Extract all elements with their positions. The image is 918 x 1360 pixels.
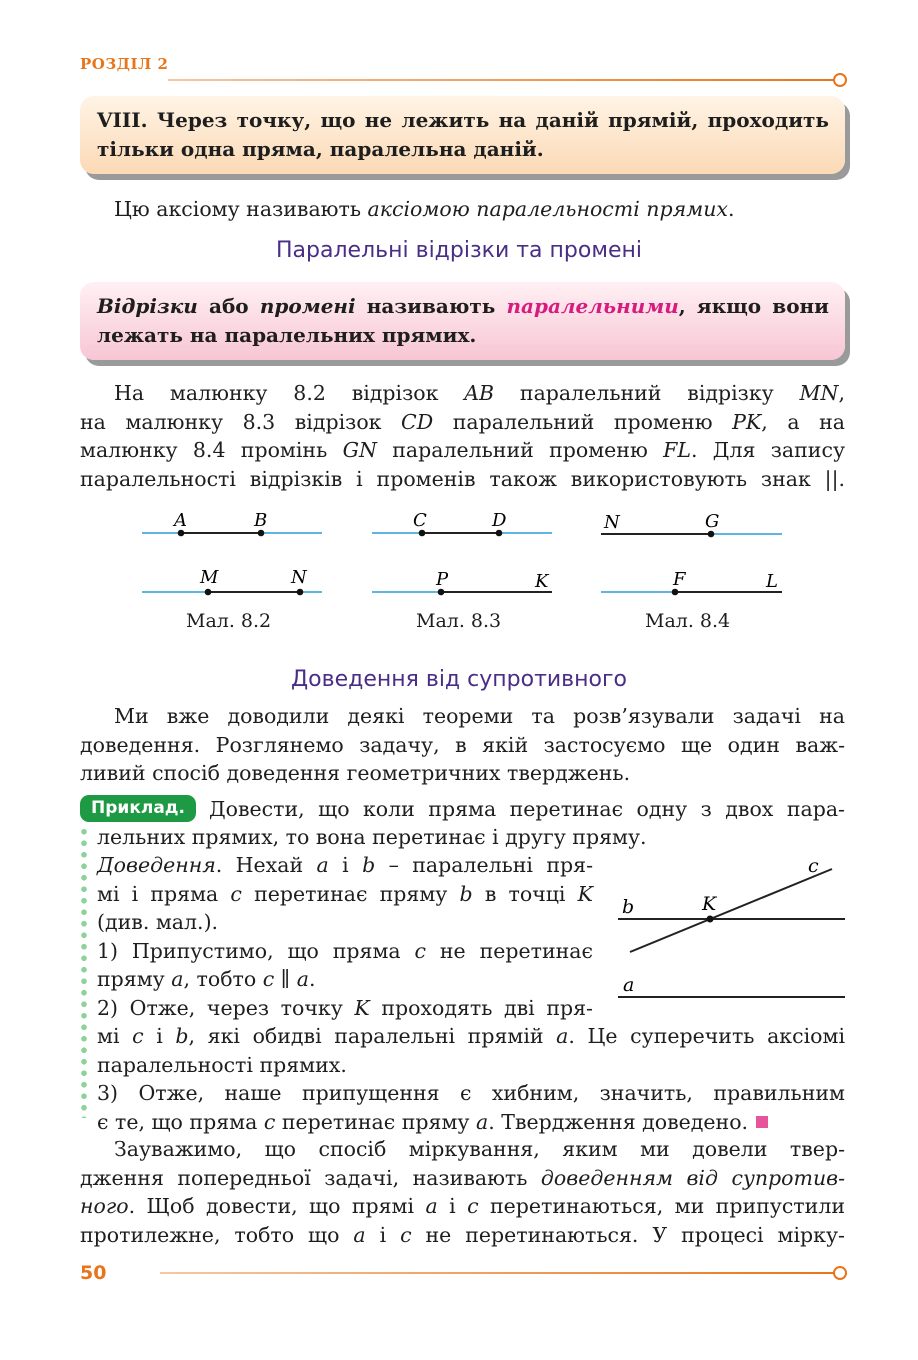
axiom-line: тільки одна пряма, паралельна даній. xyxy=(97,137,544,161)
proof-text xyxy=(97,1022,845,1136)
section-heading: Доведення від супротивного xyxy=(290,667,628,692)
header-rule-end xyxy=(833,73,847,87)
math-var: b xyxy=(362,853,376,877)
text-run: в точці xyxy=(472,881,578,906)
figure-caption: Мал. 8.2 xyxy=(186,610,272,632)
term-italic: аксіомою паралельності прямих xyxy=(367,197,728,221)
section-heading: Паралельні відрізки та промені xyxy=(276,238,642,263)
math-var: c xyxy=(263,1109,276,1134)
label-k: K xyxy=(535,571,549,592)
text-run: на малюнку 8.3 відрізок xyxy=(80,409,402,434)
label-m: M xyxy=(200,567,219,588)
figure-caption: Мал. 8.4 xyxy=(645,610,731,632)
text-run: , xyxy=(838,381,846,405)
axiom-line: VIII. Через точку, що не лежить на даній прямій, проходить xyxy=(97,108,829,132)
text-line: паралельності прямих. xyxy=(97,1052,347,1077)
label-a: a xyxy=(623,974,635,996)
term-italic: Доведення xyxy=(97,853,216,877)
term-italic: ного xyxy=(80,1194,129,1218)
text-run: , які обидві паралельні прямій xyxy=(188,1024,557,1048)
math-var: c xyxy=(414,938,427,963)
point-m xyxy=(205,589,212,596)
paragraph xyxy=(80,702,845,788)
text-run: паралельний променю xyxy=(433,409,733,434)
term-italic: промені xyxy=(259,294,356,318)
math-var: c xyxy=(400,1222,412,1247)
text-line: Довести, що коли пряма перетинає одну з двох пара- xyxy=(209,797,845,821)
paragraph xyxy=(80,1135,845,1249)
term-italic: Відрізки xyxy=(97,294,198,318)
defined-term: паралельними xyxy=(506,294,679,318)
qed-square-icon xyxy=(756,1116,768,1128)
text-run: 1) Припустимо, що пряма xyxy=(97,938,415,963)
label-d: D xyxy=(492,510,507,531)
proof-figure xyxy=(610,855,850,1005)
text-run: дження попередньої задачі, називають xyxy=(80,1165,541,1190)
math-var: K xyxy=(354,995,370,1020)
footer-rule xyxy=(160,1272,836,1274)
proof-text xyxy=(97,851,593,1022)
page-number: 50 xyxy=(80,1262,107,1284)
line-c xyxy=(630,869,832,952)
label-b: b xyxy=(622,896,635,918)
text-line: ливий спосіб доведення геометричних тверджень. xyxy=(80,761,631,785)
math-var: PK xyxy=(732,409,762,434)
label-c: C xyxy=(413,510,427,531)
section-label: РОЗДІЛ 2 xyxy=(80,55,169,73)
text-run: і xyxy=(437,1194,468,1218)
point-n xyxy=(297,589,304,596)
math-var: b xyxy=(459,881,473,906)
text-run: паралельний променю xyxy=(376,438,664,462)
text-run: На малюнку 8.2 відрізок xyxy=(114,381,465,405)
text-run: . Твердження доведено. xyxy=(488,1109,749,1134)
text-run: . Нехай xyxy=(215,853,317,877)
text-run: пряму xyxy=(97,967,172,991)
label-b: B xyxy=(254,510,268,531)
text-run: перетинає пряму xyxy=(241,881,460,906)
label-n: N xyxy=(291,567,307,588)
text-run: перетинаються, ми припустили xyxy=(478,1194,846,1218)
text-line: Ми вже доводили деякі теореми та розв’язували задачі на xyxy=(114,704,845,728)
text-run: перетинає пряму xyxy=(275,1109,477,1134)
text-run: є те, що пряма xyxy=(97,1109,264,1134)
math-var: GN xyxy=(342,438,377,462)
term-italic: доведенням від супротив- xyxy=(540,1165,846,1190)
text-run: ∥ xyxy=(274,967,297,991)
header-rule xyxy=(168,79,836,81)
math-var: c xyxy=(132,1024,144,1048)
example-badge: Приклад. xyxy=(80,795,196,822)
text-run: і xyxy=(365,1222,401,1247)
example-statement xyxy=(97,823,845,852)
definition-box xyxy=(80,282,845,360)
text-line: лельних прямих, то вона перетинає і другу пряму. xyxy=(97,825,647,849)
text-run: і xyxy=(143,1024,176,1048)
label-n-ray: N xyxy=(604,512,620,533)
text-run: . Щоб довести, що прямі xyxy=(128,1194,426,1218)
label-l: L xyxy=(766,571,778,592)
label-a: A xyxy=(174,510,187,531)
text-line: доведення. Розглянемо задачу, в якій застосуємо ще один важ- xyxy=(80,732,845,757)
text-line: Зауважимо, що спосіб міркування, яким ми довели твер- xyxy=(114,1137,845,1161)
math-var: a xyxy=(296,967,309,991)
axiom-note xyxy=(80,195,845,224)
text-run: . Для запису xyxy=(690,438,846,462)
math-var: c xyxy=(262,967,275,991)
axiom-box xyxy=(80,96,845,174)
text-run: мі і пряма xyxy=(97,881,231,906)
math-var: a xyxy=(316,853,329,877)
math-var: b xyxy=(175,1024,189,1048)
text-run: . xyxy=(308,967,316,991)
label-k: K xyxy=(702,893,717,915)
math-var: CD xyxy=(401,409,434,434)
math-var: MN xyxy=(799,381,839,405)
text-run: , тобто xyxy=(183,967,263,991)
text-run: . Це суперечить аксіомі xyxy=(568,1024,846,1048)
text-run: мі xyxy=(97,1024,133,1048)
label-f: F xyxy=(673,569,686,590)
text-run: , якщо вони xyxy=(678,294,829,318)
figure-caption: Мал. 8.3 xyxy=(416,610,502,632)
text-run: паралельний відрізку xyxy=(494,381,800,405)
math-var: K xyxy=(577,881,593,906)
label-p: P xyxy=(436,569,449,590)
label-g: G xyxy=(705,511,720,532)
paragraph xyxy=(80,379,845,493)
text-line: 3) Отже, наше припущення є хибним, значить, правильним xyxy=(97,1081,845,1105)
label-c: c xyxy=(808,855,819,877)
math-var: a xyxy=(425,1194,438,1218)
text-run: проходять дві пря- xyxy=(369,995,593,1020)
point-k xyxy=(707,916,714,923)
text-run: і xyxy=(328,853,363,877)
footer-rule-end xyxy=(833,1266,847,1280)
text-run: 2) Отже, через точку xyxy=(97,995,355,1020)
proof-dotted-margin xyxy=(80,826,88,1118)
math-var: AB xyxy=(464,381,495,405)
text-run: не перетинає xyxy=(426,938,593,963)
text-run: . xyxy=(727,197,735,221)
text-run: протилежне, тобто що xyxy=(80,1222,354,1247)
text-run: не перетинаються. У процесі мірку- xyxy=(411,1222,845,1247)
text-run: або xyxy=(197,294,260,318)
text-line: (див. мал.). xyxy=(97,910,219,934)
text-run: називають xyxy=(355,294,507,318)
figures-parallel xyxy=(130,505,810,605)
math-var: a xyxy=(476,1109,489,1134)
text-run: малюнку 8.4 промінь xyxy=(80,438,343,462)
definition-line: лежать на паралельних прямих. xyxy=(97,323,477,347)
math-var: c xyxy=(467,1194,479,1218)
text-run: , а на xyxy=(761,409,845,434)
example-statement xyxy=(209,795,845,824)
text-run: Цю аксіому називають xyxy=(114,197,368,221)
math-var: a xyxy=(353,1222,366,1247)
math-var: c xyxy=(230,881,242,906)
text-run: – паралельні пря- xyxy=(375,853,593,877)
math-var: a xyxy=(556,1024,569,1048)
text-line: паралельності відрізків і променів також використовують знак ||. xyxy=(80,466,845,491)
math-var: FL xyxy=(663,438,691,462)
math-var: a xyxy=(171,967,184,991)
